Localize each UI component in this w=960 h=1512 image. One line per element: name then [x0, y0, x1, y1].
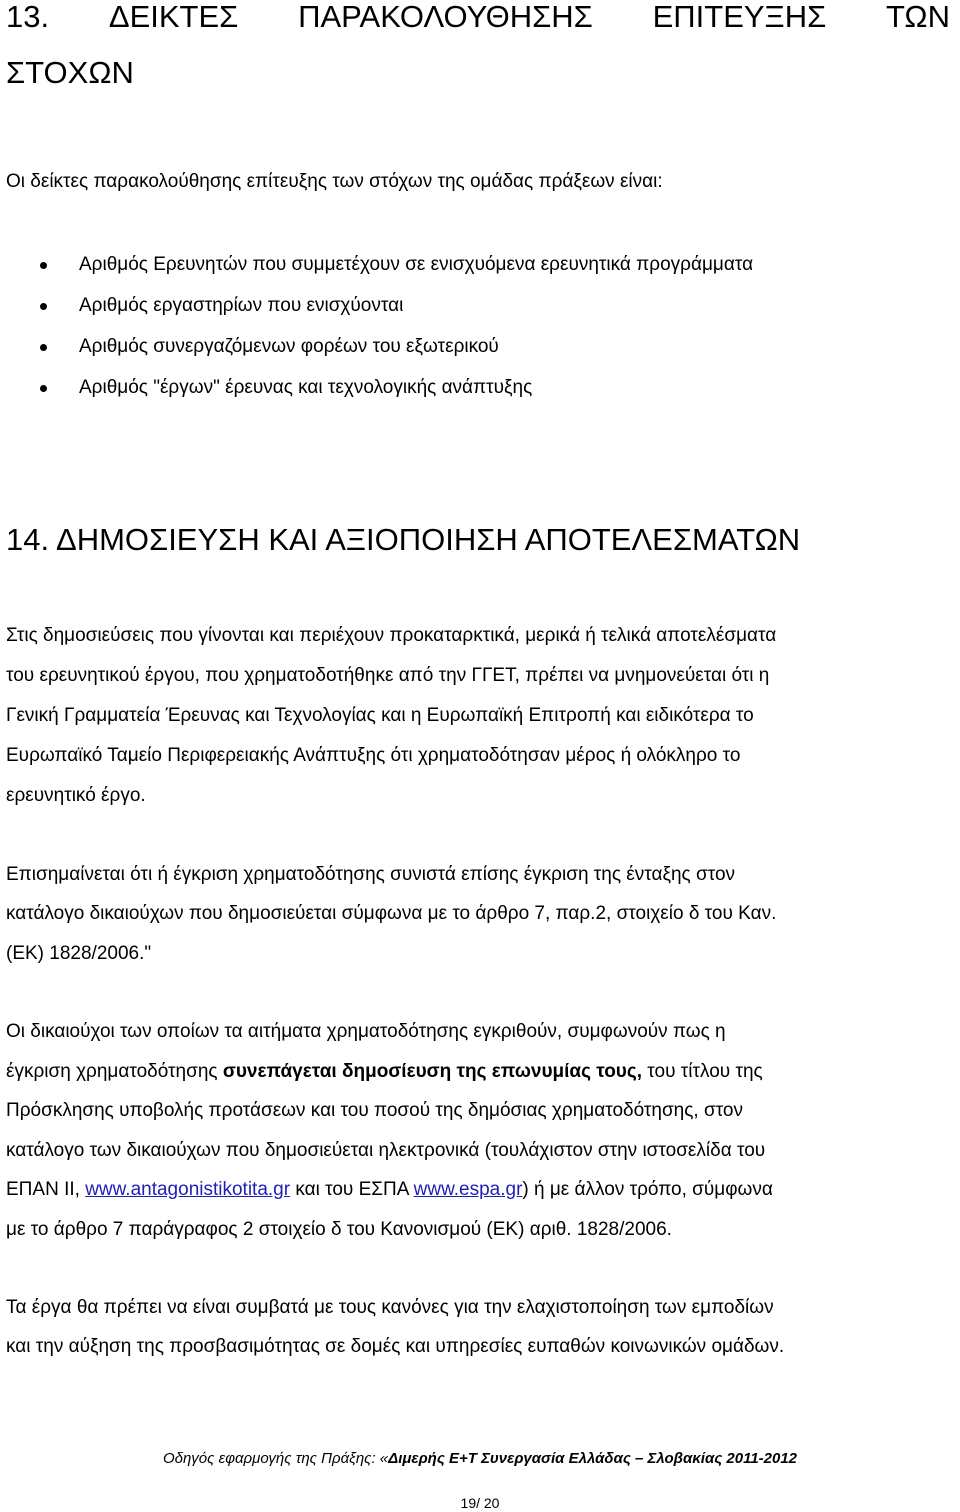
- paragraph-line: ΕΠΑΝ ΙΙ, www.antagonistikotita.gr και του ΕΣΠΑ www.espa.gr) ή με άλλον τρόπο, σύμφωνα: [6, 1179, 773, 1200]
- page-footer: Οδηγός εφαρμογής της Πράξης: «Διμερής Ε+Τ Συνεργασία Ελλάδας – Σλοβακίας 2011-2012: [162, 1450, 798, 1467]
- section-13-intro: Οι δείκτες παρακολούθησης επίτευξης των στόχων της ομάδας πράξεων είναι:: [6, 171, 663, 192]
- section-13-heading-line2: ΣΤΟΧΩΝ: [6, 55, 134, 90]
- page-number: 19/ 20: [460, 1495, 500, 1511]
- bullet-icon: [40, 344, 47, 351]
- heading-word: 13.: [6, 0, 50, 34]
- espa-link[interactable]: www.espa.gr: [413, 1179, 523, 1200]
- heading-word: ΔΕΙΚΤΕΣ: [108, 0, 239, 34]
- paragraph-line: Γενική Γραμματεία Έρευνας και Τεχνολογίας και η Ευρωπαϊκή Επιτροπή και ειδικότερα το: [6, 705, 754, 726]
- heading-word: ΕΠΙΤΕΥΞΗΣ: [652, 0, 827, 34]
- paragraph-line: Πρόσκλησης υποβολής προτάσεων και του ποσού της δημόσιας χρηματοδότησης, στον: [6, 1100, 743, 1121]
- paragraph-line: κατάλογο δικαιούχων που δημοσιεύεται σύμφωνα με το άρθρο 7, παρ.2, στοιχείο δ του Καν.: [6, 903, 777, 924]
- paragraph-line: έγκριση χρηματοδότησης συνεπάγεται δημοσίευση της επωνυμίας τους, του τίτλου της: [6, 1061, 763, 1082]
- bullet-icon: [40, 303, 47, 310]
- paragraph-line: Οι δικαιούχοι των οποίων τα αιτήματα χρηματοδότησης εγκριθούν, συμφωνούν πως η: [6, 1021, 726, 1042]
- section-14-heading: 14. ΔΗΜΟΣΙΕΥΣΗ ΚΑΙ ΑΞΙΟΠΟΙΗΣΗ ΑΠΟΤΕΛΕΣΜΑΤΩΝ: [6, 522, 801, 557]
- heading-word: ΤΩΝ: [886, 0, 950, 34]
- antagonistikotita-link[interactable]: www.antagonistikotita.gr: [85, 1179, 291, 1200]
- section-13-heading: [6, 0, 950, 34]
- paragraph-line: και την αύξηση της προσβασιμότητας σε δομές και υπηρεσίες ευπαθών κοινωνικών ομάδων.: [6, 1336, 785, 1357]
- paragraph-line: Ευρωπαϊκό Ταμείο Περιφερειακής Ανάπτυξης ότι χρηματοδότησαν μέρος ή ολόκληρο το: [6, 745, 741, 766]
- document-page: 13. ΔΕΙΚΤΕΣ ΠΑΡΑΚΟΛΟΥΘΗΣΗΣ ΕΠΙΤΕΥΞΗΣ ΤΩΝ ΣΤΟΧΩΝ Οι δείκτες παρακολούθησης επίτευξης των στόχων της ομάδας πράξεων είναι: Αριθμός Ερευνητών που συμμετέχουν σε ενισχυόμενα ερευνητικά προγράμματα Αριθμός εργαστηρίων που ενισχύονται Αριθμός συνεργαζόμενων φορέων του εξωτερικού Αριθμός "έργων" έρευνας και τεχνολογικής ανάπτυξης 14. ΔΗΜΟΣΙΕΥΣΗ ΚΑΙ ΑΞΙΟΠΟΙΗΣΗ ΑΠΟΤΕΛΕΣΜΑΤΩΝ Στις δημοσιεύσεις που γίνονται και περιέχουν προκαταρκτικά, μερικά ή τελικά αποτελέσματα του ερευνητικού έργου, που χρηματοδοτήθηκε από την ΓΓΕΤ, πρέπει να μνημονεύεται ότι η Γενική Γραμματεία Έρευνας και Τεχνολογίας και η Ευρωπαϊκή Επιτροπή και ειδικότερα το Ευρωπαϊκό Ταμείο Περιφερειακής Ανάπτυξης ότι χρηματοδότησαν μέρος ή ολόκληρο το ερευνητικό έργο. Επισημαίνεται ότι ή έγκριση χρηματοδότησης συνιστά επίσης έγκριση της ένταξης στον κατάλογο δικαιούχων που δημοσιεύεται σύμφωνα με το άρθρο 7, παρ.2, στοιχείο δ του Καν. (ΕΚ) 1828/2006." Οι δικαιούχοι των οποίων τα αιτήματα χρηματοδότησης εγκριθούν, συμφωνούν πως η έγκριση χρηματοδότησης συνεπάγεται δημοσίευση της επωνυμίας τους, του τίτλου της Πρόσκλησης υποβολής προτάσεων και του ποσού της δημόσιας χρηματοδότησης, στον κατάλογο των δικαιούχων που δημοσιεύεται ηλεκτρονικά (τουλάχιστον στην ιστοσελίδα του ΕΠΑΝ ΙΙ, www.antagonistikotita.gr και του ΕΣΠΑ www.espa.gr) ή με άλλον τρόπο, σύμφωνα με το άρθρο 7 παράγραφος 2 στοιχείο δ του Κανονισμού (ΕΚ) αριθ. 1828/2006. Τα έργα θα πρέπει να είναι συμβατά με τους κανόνες για την ελαχιστοποίηση των εμποδίων και την αύξηση της προσβασιμότητας σε δομές και υπηρεσίες ευπαθών κοινωνικών ομάδων. Οδηγός εφαρμογής της Πράξης: «Διμερής Ε+Τ Συνεργασία Ελλάδας – Σλοβακίας 2011-2012 19/ 20: [0, 0, 960, 1512]
- heading-word: ΠΑΡΑΚΟΛΟΥΘΗΣΗΣ: [298, 0, 593, 34]
- paragraph-line: Τα έργα θα πρέπει να είναι συμβατά με τους κανόνες για την ελαχιστοποίηση των εμποδίων: [6, 1297, 774, 1318]
- bold-phrase: συνεπάγεται δημοσίευση της επωνυμίας τους,: [222, 1061, 643, 1082]
- paragraph-line: Στις δημοσιεύσεις που γίνονται και περιέχουν προκαταρκτικά, μερικά ή τελικά αποτελέσματα: [6, 625, 777, 646]
- paragraph-line: ερευνητικό έργο.: [6, 785, 146, 806]
- paragraph-line: του ερευνητικού έργου, που χρηματοδοτήθηκε από την ΓΓΕΤ, πρέπει να μνημονεύεται ότι η: [6, 665, 770, 686]
- paragraph-line: Επισημαίνεται ότι ή έγκριση χρηματοδότησης συνιστά επίσης έγκριση της ένταξης στον: [6, 864, 736, 885]
- paragraph-line: με το άρθρο 7 παράγραφος 2 στοιχείο δ του Κανονισμού (ΕΚ) αριθ. 1828/2006.: [6, 1219, 672, 1240]
- paragraph-line: (ΕΚ) 1828/2006.": [6, 943, 152, 964]
- bullet-icon: [40, 262, 47, 269]
- bullet-icon: [40, 385, 47, 392]
- paragraph-line: κατάλογο των δικαιούχων που δημοσιεύεται ηλεκτρονικά (τουλάχιστον στην ιστοσελίδα του: [6, 1140, 766, 1161]
- footer-title: Διμερής Ε+Τ Συνεργασία Ελλάδας – Σλοβακίας 2011-2012: [388, 1450, 798, 1467]
